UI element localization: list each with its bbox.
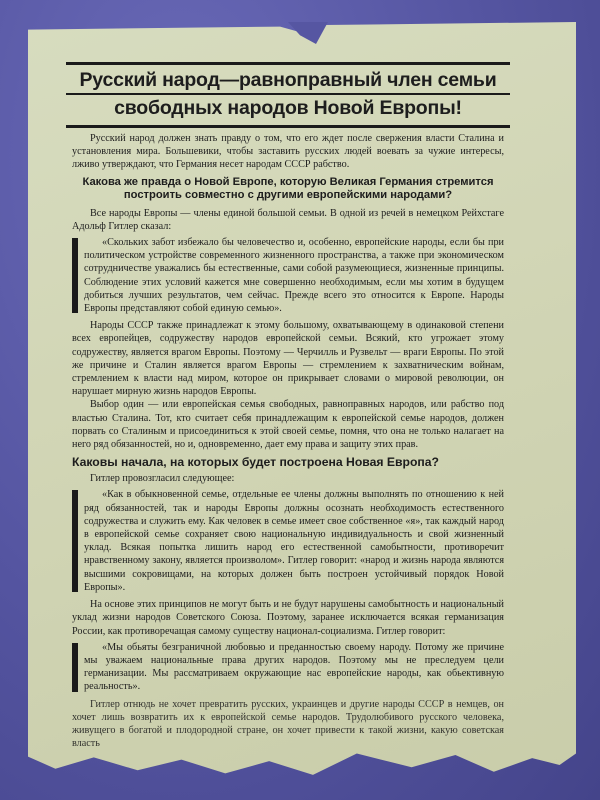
top-rule: [66, 62, 510, 65]
paragraph-4: Гитлер провозгласил следующее:: [90, 473, 235, 485]
headline-line-2: свободных народов Новой Европы!: [114, 97, 462, 119]
quote-text-2: «Как в обыкновенной семье, отдельные ее члены должны выполнять по отношению к ней ряд обязанностей, так и народы Европы должны осознать необходимость естественного содружества и служить ему. Как человек в семье имеет свое собственное «я», так каждый народ в европейской семье сохраняет свою национальную индивидуальность и свой жизненный уклад. Всякая попытка лишить народ его естественной самобытности, противоречит нравственному закону, является произволом». Гитлер говорит: «народ и жизнь народа являются высшими сокровищами, на которых должен быть построен устойчивый порядок Новой Европы».: [84, 489, 504, 593]
quote-text-1: «Скольких забот избежало бы человечество и, особенно, европейские народы, если бы при политическом устройстве современного жизненного пространства, а также при экономическом сотрудничестве уважались бы естественные, сами собой разумеющиеся, жизненные принципы. Соблюдение этих условий кажется мне совершенно необходимым, если мы хотим в будущем добиться лучших результатов, чем сейчас. Прежде всего это относится к Европе. Народы Европы представляют собой единую семью».: [84, 237, 504, 315]
quote-block-2: [72, 488, 504, 594]
quote-block-1: [72, 236, 504, 315]
paragraph-5: На основе этих принципов не могут быть и не будут нарушены самобытность и национальный уклад жизни народов Советского Союза. Поэтому, заранее исключается всякая германизация России, как противоречащая самому существу национал-социализма. Гитлер говорит:: [72, 599, 504, 637]
quote-bar: [72, 643, 78, 692]
quote-bar: [72, 490, 78, 592]
quote-bar: [72, 238, 78, 313]
headline-line-1: Русский народ—равноправный член семьи: [79, 69, 497, 91]
quote-block-3: [72, 641, 504, 694]
question-heading-2: Каковы начала, на которых будет построена Новая Европа?: [72, 455, 439, 470]
leaflet-content: [72, 62, 504, 750]
paragraph-6: Гитлер отнюдь не хочет превратить русских, украинцев и другие народы СССР в немцев, он хочет лишь возвратить их к европейской семье народов. Трудолюбивого русского человека, живущего в богатой и плодородной стране, он хочет привести к такой жизни, какую советская власть: [72, 698, 504, 750]
quote-text-3: «Мы обьяты безграничной любовью и преданностью своему народу. Потому же причине мы уважаем национальные права других народов. Поэтому мы не преследуем цели германизации. Мы рассматриваем окружающие нас европейские народы, как обьективную реальность».: [84, 641, 504, 693]
paragraph-3: Выбор один — или европейская семья свободных, равноправных народов, или рабство под властью Сталина. Тот, кто считает себя принадлежащим к европейской семье народов, должен порвать со Сталиным и присоединиться к этой своей семье, помня, что она не только налагает на него ряд обязанностей, но и, одновременно, дает ему права и защиту этих прав.: [72, 399, 504, 451]
intro-paragraph: Русский народ должен знать правду о том, что его ждет после свержения власти Сталина и установления мира. Большевики, чтобы заставить русских людей воевать за чужие интересы, лживо утверждают, что Германия несет народам СССР рабство.: [72, 133, 504, 171]
question-heading-1: Какова же правда о Новой Европе, которую Великая Германия стремится построить совместно с другими европейскими народами?: [82, 175, 494, 202]
paragraph-2: Народы СССР также принадлежат к этому большому, охватывающему в одинаковой степени всех европейцев, содружеству народов европейской семьи. Всякий, кто угрожает этому содружеству, является врагом Европы. Поэтому — Черчилль и Рузвельт — враги Европы. По этой же причине и Сталин является врагом Европы — стремлением к захватническим войнам, стремлением к власти над миром, которое он прикрывает словами о мировой революции, он нарушает мирную жизнь народов Европы.: [72, 320, 504, 398]
paragraph-1: Все народы Европы — члены единой большой семьи. В одной из речей в немецком Рейхстаге Адольф Гитлер сказал:: [72, 207, 504, 232]
